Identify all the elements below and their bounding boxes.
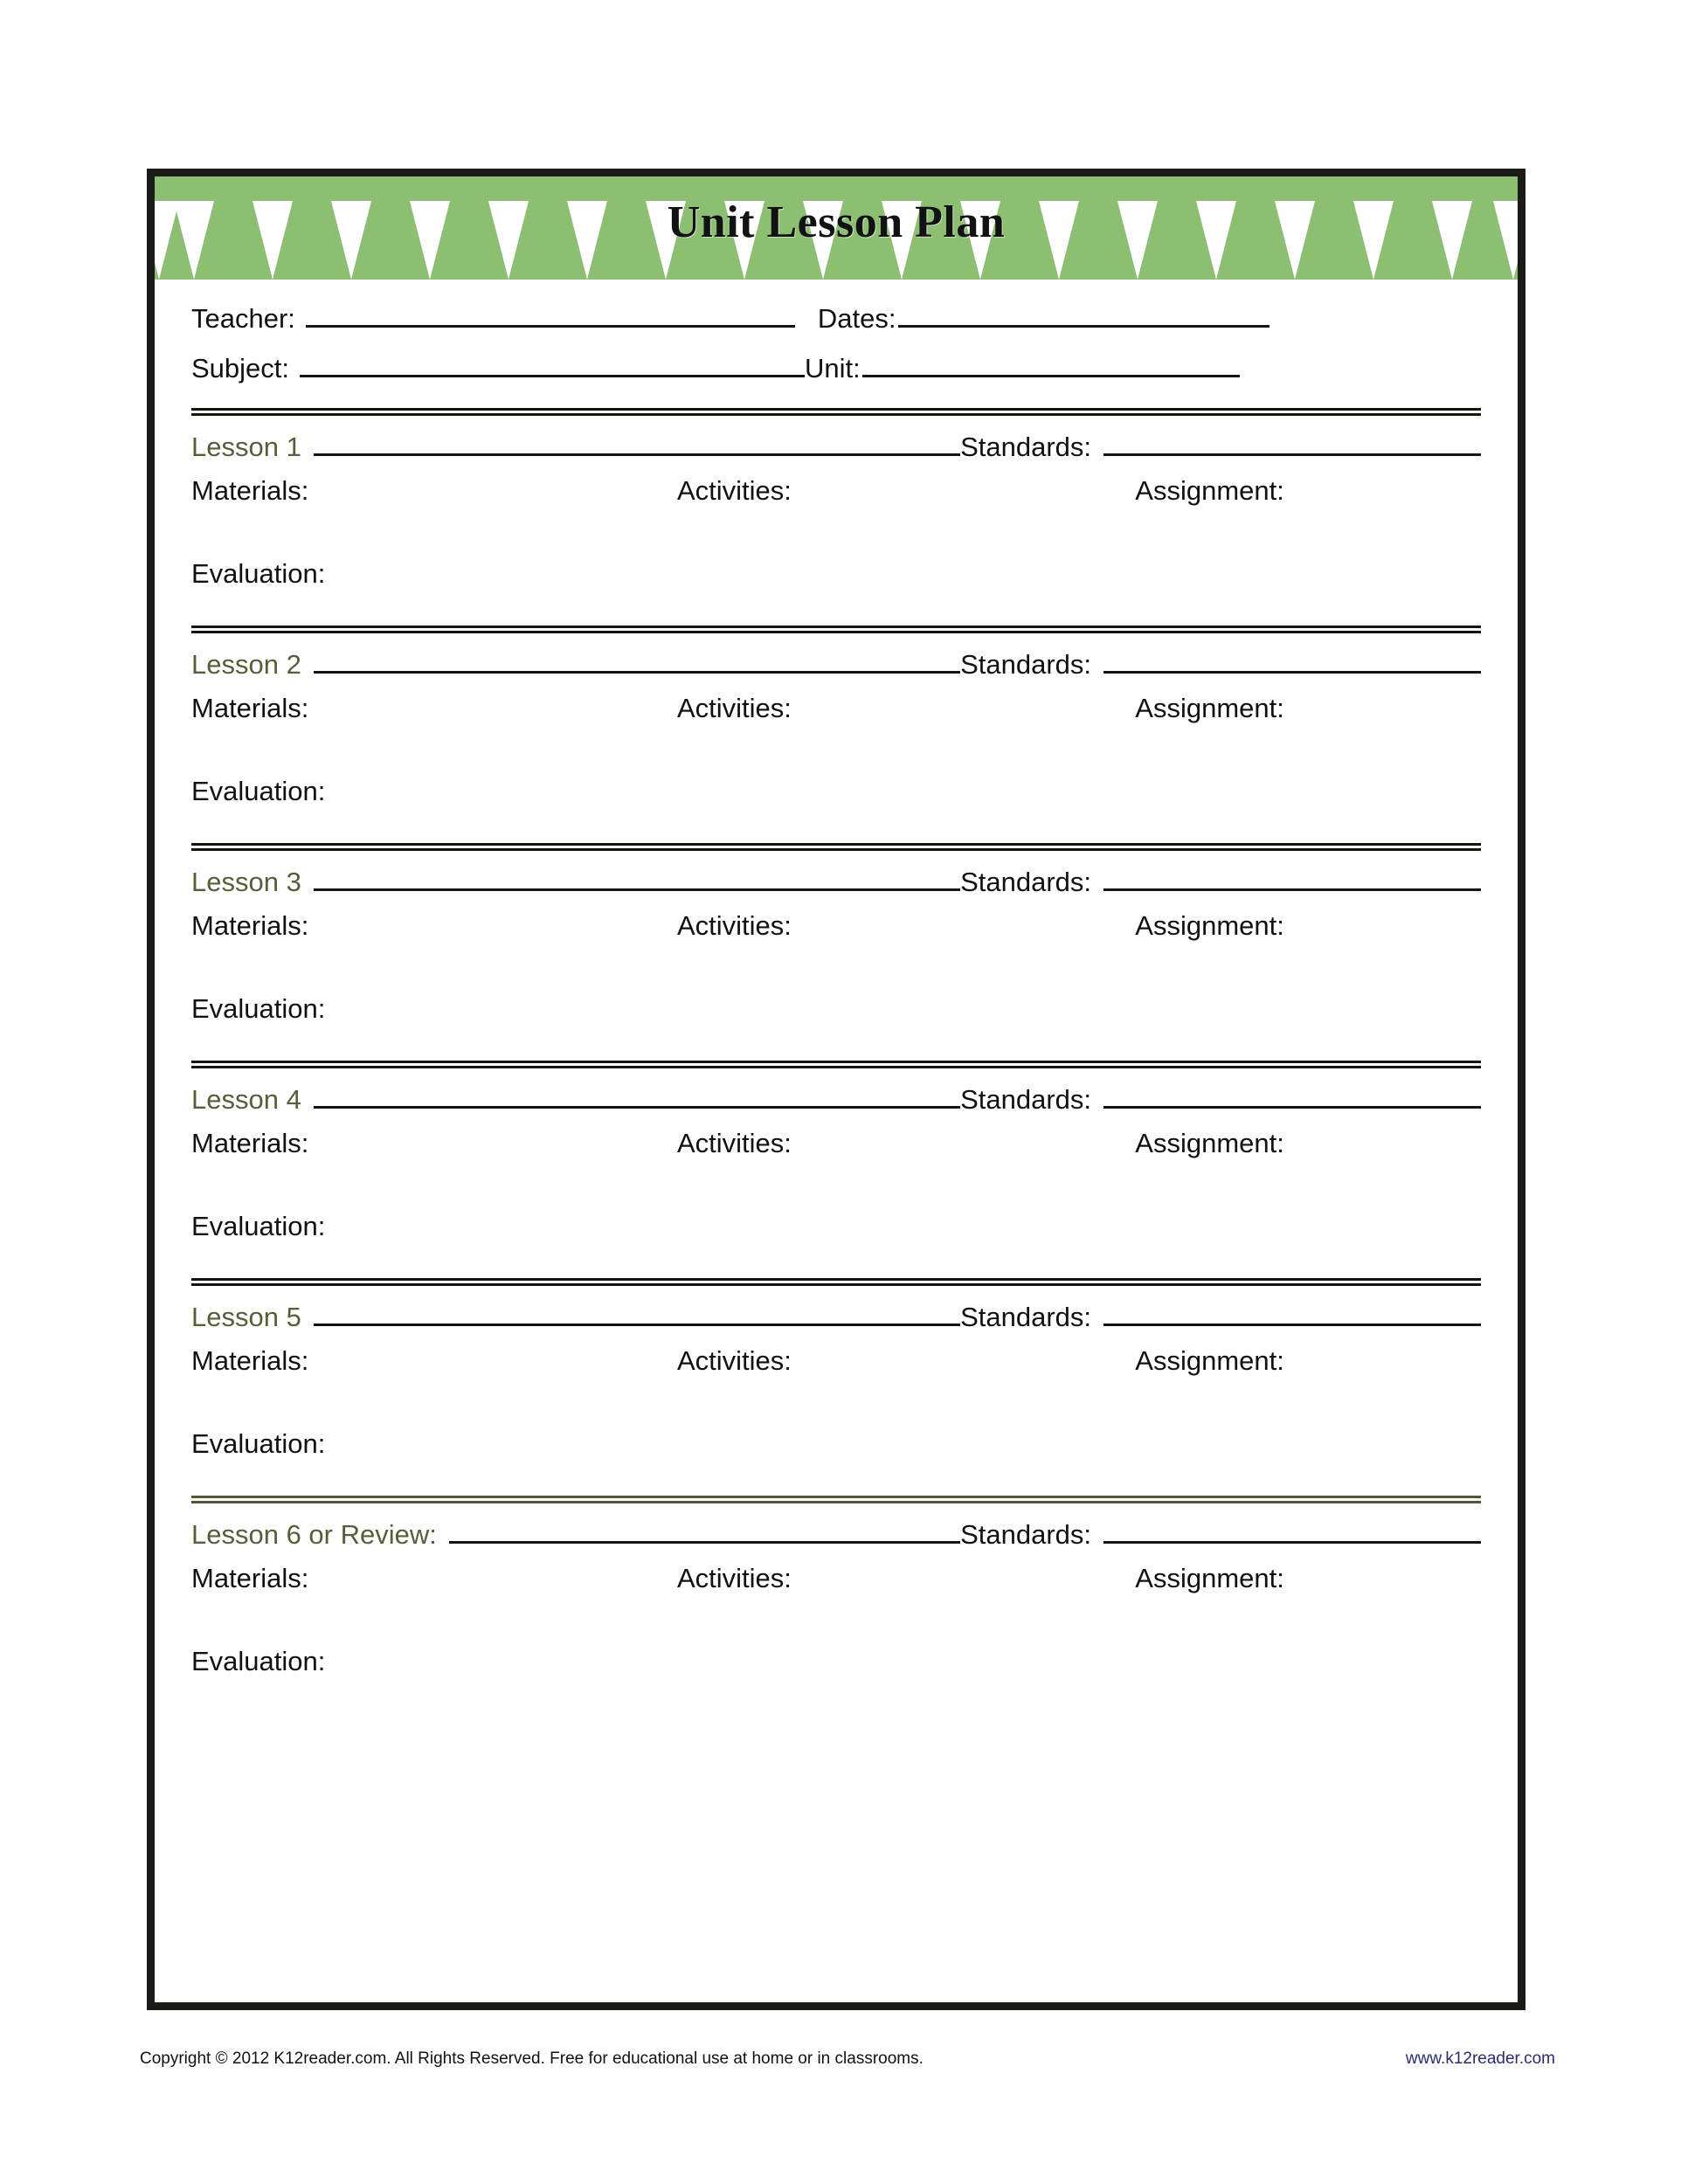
activities-label: Activities:	[676, 910, 792, 941]
evaluation-label: Evaluation:	[191, 1646, 326, 1676]
lesson-title: Lesson 1	[191, 432, 301, 462]
assignment-label: Assignment:	[1135, 910, 1284, 941]
materials-label: Materials:	[191, 910, 309, 941]
subject-label: Subject:	[191, 353, 290, 384]
standards-input[interactable]	[1103, 453, 1481, 456]
dates-label: Dates:	[817, 303, 896, 334]
unit-input[interactable]	[862, 374, 1240, 377]
lesson-title-input[interactable]	[314, 1105, 960, 1109]
lesson-title: Lesson 4	[191, 1084, 301, 1115]
copyright-text: Copyright © 2012 K12reader.com. All Rights Reserved. Free for educational use at home or in classrooms.	[140, 2049, 924, 2068]
lesson-title-input[interactable]	[449, 1540, 960, 1544]
standards-input[interactable]	[1103, 670, 1481, 674]
header-banner	[155, 176, 1518, 280]
lesson-header-row	[191, 651, 1481, 678]
lesson-block	[191, 1278, 1481, 1469]
lesson-block	[191, 1061, 1481, 1252]
block-spacer	[191, 1460, 1481, 1469]
dates-input[interactable]	[898, 324, 1269, 328]
evaluation-label: Evaluation:	[191, 776, 326, 806]
lesson-title-input[interactable]	[314, 1323, 960, 1326]
lesson-title-input[interactable]	[314, 670, 960, 674]
lesson-separator	[191, 1061, 1481, 1068]
lesson-separator	[191, 1496, 1481, 1503]
evaluation-label: Evaluation:	[191, 558, 326, 589]
lesson-title-input[interactable]	[314, 888, 960, 891]
lesson-separator	[191, 1278, 1481, 1286]
standards-input[interactable]	[1103, 1323, 1481, 1326]
lesson-columns-row	[191, 1345, 1481, 1377]
activities-label: Activities:	[676, 475, 792, 506]
lesson-columns-row	[191, 1563, 1481, 1594]
standards-label: Standards:	[960, 1519, 1091, 1550]
materials-label: Materials:	[191, 693, 309, 723]
subject-input[interactable]	[300, 374, 805, 377]
lesson-separator	[191, 625, 1481, 633]
evaluation-label: Evaluation:	[191, 1211, 326, 1241]
worksheet-page	[147, 169, 1525, 2010]
teacher-dates-row	[191, 305, 1481, 332]
materials-label: Materials:	[191, 1128, 309, 1158]
lesson-header-row	[191, 1521, 1481, 1548]
lesson-columns-row	[191, 1128, 1481, 1159]
standards-label: Standards:	[960, 867, 1091, 897]
lesson-separator	[191, 843, 1481, 851]
lesson-columns-row	[191, 910, 1481, 942]
block-spacer	[191, 807, 1481, 817]
lesson-list	[191, 408, 1481, 1687]
block-spacer	[191, 1677, 1481, 1687]
lesson-header-row	[191, 868, 1481, 895]
lesson-title: Lesson 6 or Review:	[191, 1519, 437, 1550]
lesson-block	[191, 408, 1481, 599]
lesson-title-input[interactable]	[314, 453, 960, 456]
lesson-title: Lesson 3	[191, 867, 301, 897]
materials-label: Materials:	[191, 1563, 309, 1593]
lesson-block	[191, 1496, 1481, 1687]
activities-label: Activities:	[676, 693, 792, 723]
standards-input[interactable]	[1103, 1540, 1481, 1544]
materials-label: Materials:	[191, 1345, 309, 1376]
evaluation-label: Evaluation:	[191, 993, 326, 1024]
worksheet-body	[155, 305, 1518, 1687]
block-spacer	[191, 1025, 1481, 1034]
page-footer	[140, 2049, 1555, 2069]
assignment-label: Assignment:	[1135, 1345, 1284, 1376]
assignment-label: Assignment:	[1135, 1563, 1284, 1593]
block-spacer	[191, 590, 1481, 599]
assignment-label: Assignment:	[1135, 1128, 1284, 1158]
activities-label: Activities:	[676, 1563, 792, 1593]
teacher-label: Teacher:	[191, 303, 295, 334]
standards-label: Standards:	[960, 1302, 1091, 1332]
evaluation-label: Evaluation:	[191, 1428, 326, 1459]
zigzag-pennant-icon	[155, 176, 1518, 280]
lesson-block	[191, 625, 1481, 817]
activities-label: Activities:	[676, 1345, 792, 1376]
standards-input[interactable]	[1103, 1105, 1481, 1109]
teacher-input[interactable]	[306, 324, 795, 328]
lesson-separator	[191, 408, 1481, 416]
activities-label: Activities:	[676, 1128, 792, 1158]
lesson-title: Lesson 2	[191, 649, 301, 680]
standards-label: Standards:	[960, 432, 1091, 462]
block-spacer	[191, 1242, 1481, 1252]
materials-label: Materials:	[191, 475, 309, 506]
lesson-header-row	[191, 1086, 1481, 1113]
unit-label: Unit:	[805, 353, 861, 384]
lesson-header-row	[191, 1303, 1481, 1330]
page-title: Unit Lesson Plan	[667, 197, 1006, 247]
standards-input[interactable]	[1103, 888, 1481, 891]
lesson-title: Lesson 5	[191, 1302, 301, 1332]
lesson-columns-row	[191, 475, 1481, 507]
lesson-block	[191, 843, 1481, 1034]
assignment-label: Assignment:	[1135, 693, 1284, 723]
lesson-header-row	[191, 433, 1481, 460]
website-url[interactable]: www.k12reader.com	[1405, 2049, 1555, 2068]
subject-unit-row	[191, 355, 1481, 382]
standards-label: Standards:	[960, 649, 1091, 680]
lesson-columns-row	[191, 693, 1481, 724]
assignment-label: Assignment:	[1135, 475, 1284, 506]
standards-label: Standards:	[960, 1084, 1091, 1115]
